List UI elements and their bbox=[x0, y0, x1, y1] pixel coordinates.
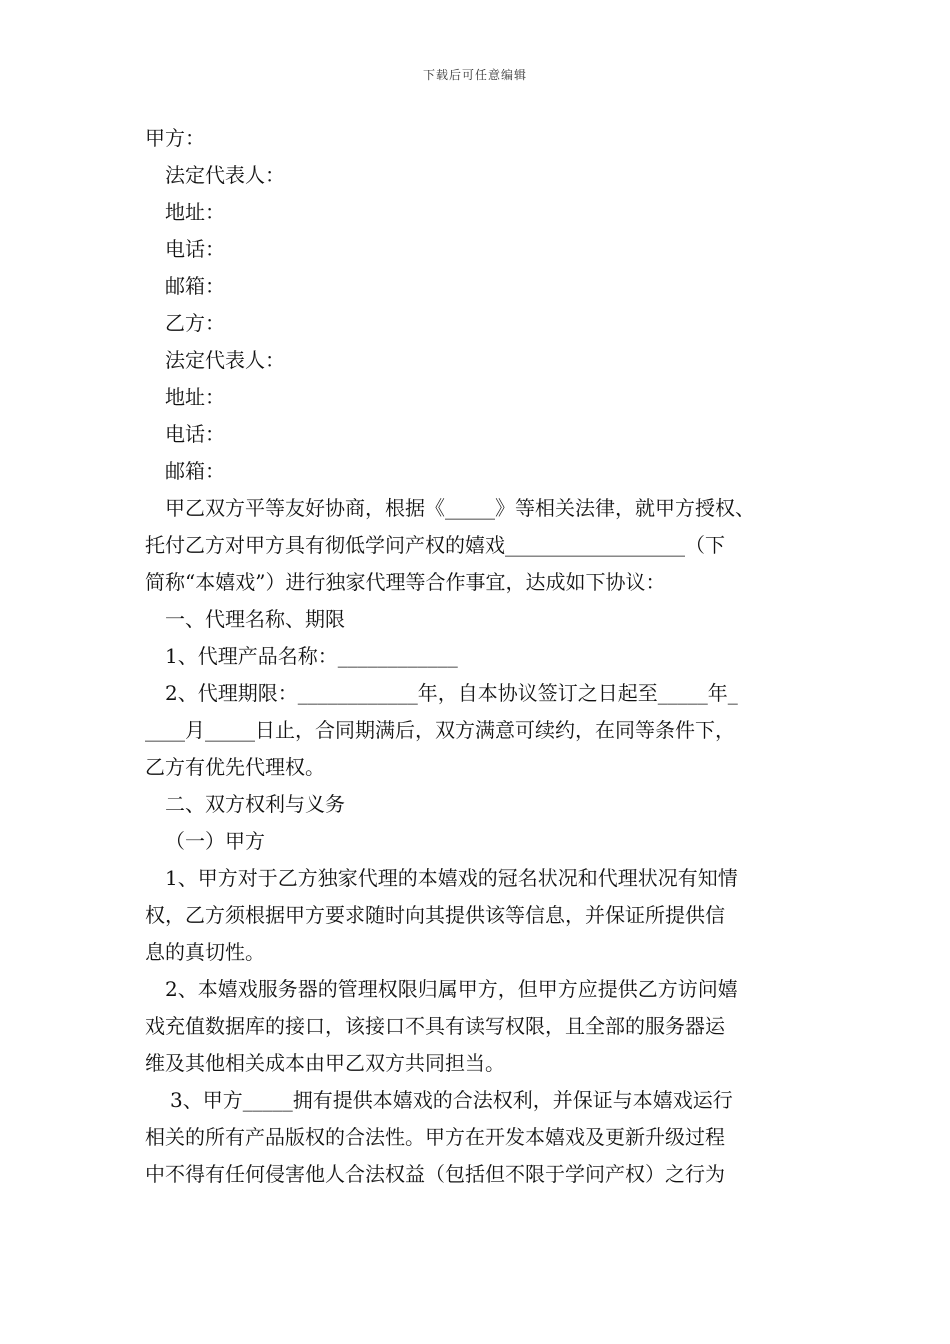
document-line: 2、代理期限：____________年，自本协议签订之日起至_____年_ bbox=[165, 681, 738, 705]
document-line: 中不得有任何侵害他人合法权益（包括但不限于学问产权）之行为 bbox=[145, 1162, 725, 1186]
document-line: 乙方： bbox=[165, 311, 225, 335]
document-line: 邮箱： bbox=[165, 459, 225, 483]
document-line: 权，乙方须根据甲方要求随时向其提供该等信息，并保证所提供信 bbox=[145, 903, 725, 927]
document-body bbox=[145, 120, 810, 1193]
document-line: 二、双方权利与义务 bbox=[165, 792, 345, 816]
document-line: ____月_____日止，合同期满后，双方满意可续约，在同等条件下， bbox=[145, 718, 735, 742]
page-header-note: 下载后可任意编辑 bbox=[422, 68, 527, 82]
document-line: 邮箱： bbox=[165, 274, 225, 298]
document-line: 法定代表人： bbox=[165, 163, 285, 187]
document-line: 简称“本嬉戏”）进行独家代理等合作事宜，达成如下协议： bbox=[145, 570, 666, 594]
document-line: 戏充值数据库的接口，该接口不具有读写权限，且全部的服务器运 bbox=[145, 1014, 725, 1038]
document-line: 电话： bbox=[165, 422, 225, 446]
document-line: 3、甲方_____拥有提供本嬉戏的合法权利，并保证与本嬉戏运行 bbox=[170, 1088, 733, 1112]
document-line: 甲乙双方平等友好协商，根据《_____》等相关法律，就甲方授权、 bbox=[165, 496, 755, 520]
document-line: （一）甲方 bbox=[165, 829, 265, 853]
document-line: 1、甲方对于乙方独家代理的本嬉戏的冠名状况和代理状况有知情 bbox=[165, 866, 738, 890]
document-line: 电话： bbox=[165, 237, 225, 261]
document-line: 托付乙方对甲方具有彻低学问产权的嬉戏__________________（下 bbox=[145, 533, 725, 557]
document-line: 地址： bbox=[165, 200, 225, 224]
document-line: 息的真切性。 bbox=[145, 940, 265, 964]
document-line: 相关的所有产品版权的合法性。甲方在开发本嬉戏及更新升级过程 bbox=[145, 1125, 725, 1149]
document-line: 2、本嬉戏服务器的管理权限归属甲方，但甲方应提供乙方访问嬉 bbox=[165, 977, 738, 1001]
document-line: 1、代理产品名称：____________ bbox=[165, 644, 458, 668]
document-line: 法定代表人： bbox=[165, 348, 285, 372]
document-line: 一、代理名称、期限 bbox=[165, 607, 345, 631]
document-line: 地址： bbox=[165, 385, 225, 409]
document-line: 维及其他相关成本由甲乙双方共同担当。 bbox=[145, 1051, 505, 1075]
document-line: 甲方： bbox=[145, 126, 205, 150]
document-line: 乙方有优先代理权。 bbox=[145, 755, 325, 779]
